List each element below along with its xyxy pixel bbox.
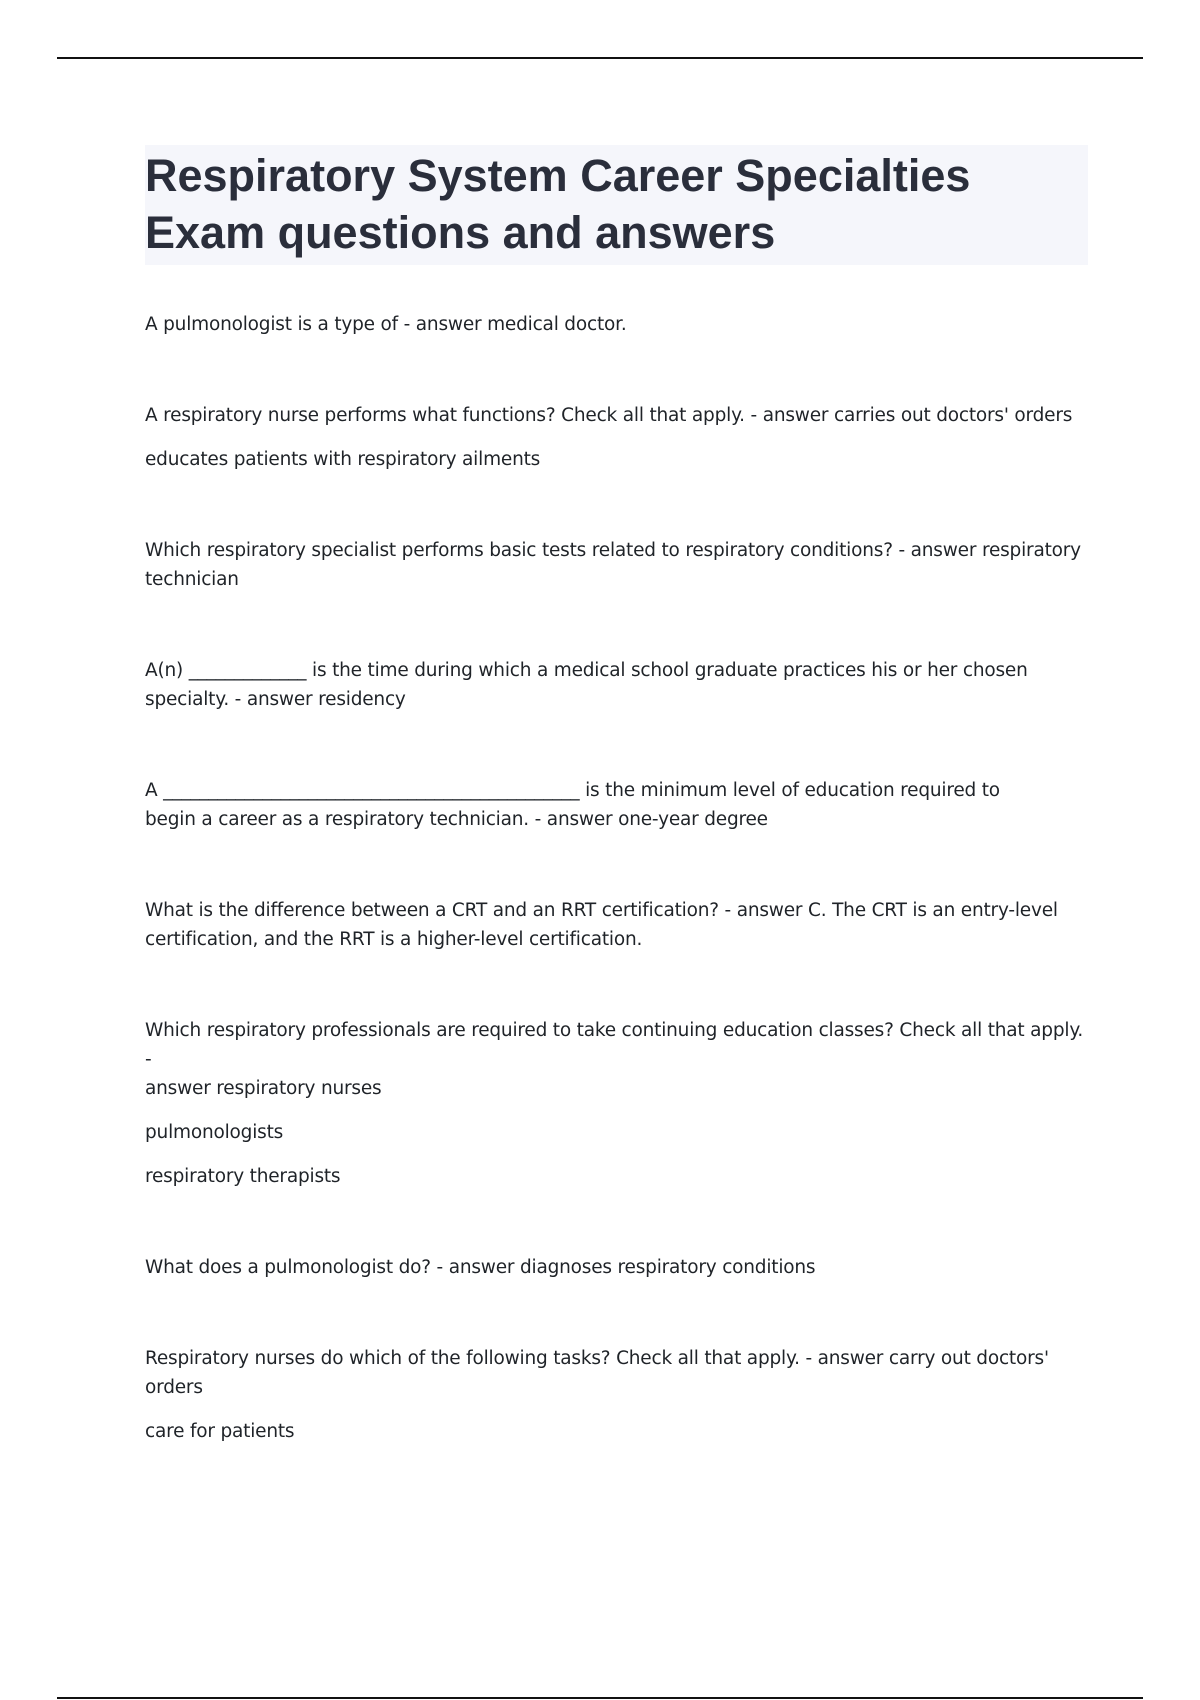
question-text-line: specialty. - answer residency xyxy=(145,689,406,710)
question-item xyxy=(145,401,1090,474)
answer-extra-line: respiratory therapists xyxy=(145,1166,341,1187)
question-text-line: A ______________________________________________ is the minimum level of education required to xyxy=(145,780,1000,801)
question-item xyxy=(145,1016,1090,1191)
question-item xyxy=(145,1253,1090,1282)
question-text-line: technician xyxy=(145,569,239,590)
question-item xyxy=(145,1344,1090,1446)
question-item xyxy=(145,656,1090,714)
question-text-line: What does a pulmonologist do? - answer diagnoses respiratory conditions xyxy=(145,1257,816,1278)
top-rule xyxy=(57,57,1143,59)
question-item xyxy=(145,896,1090,954)
question-text-line: Respiratory nurses do which of the following tasks? Check all that apply. - answer carry out doctors' xyxy=(145,1348,1049,1369)
answer-extra-line: educates patients with respiratory ailments xyxy=(145,449,541,470)
question-item xyxy=(145,536,1090,594)
document-page xyxy=(145,145,1090,1508)
question-text-line: A respiratory nurse performs what functions? Check all that apply. - answer carries out doctors' orders xyxy=(145,405,1073,426)
answer-extra-line: care for patients xyxy=(145,1421,295,1442)
document-title xyxy=(145,147,1088,261)
question-text-line: What is the difference between a CRT and an RRT certification? - answer C. The CRT is an entry-level xyxy=(145,900,1058,921)
question-text-line: certification, and the RRT is a higher-level certification. xyxy=(145,929,643,950)
title-line-1: Respiratory System Career Specialties xyxy=(145,150,971,201)
question-text-line: A(n) _____________ is the time during which a medical school graduate practices his or her chosen xyxy=(145,660,1028,681)
question-item xyxy=(145,776,1090,834)
question-item xyxy=(145,310,1090,339)
question-text-line: begin a career as a respiratory technician. - answer one-year degree xyxy=(145,809,768,830)
question-text-line: A pulmonologist is a type of - answer medical doctor. xyxy=(145,314,627,335)
question-text-line: answer respiratory nurses xyxy=(145,1078,382,1099)
title-line-2: Exam questions and answers xyxy=(145,207,776,258)
question-text-line: Which respiratory specialist performs basic tests related to respiratory conditions? - answer respiratory xyxy=(145,540,1081,561)
question-text-line: Which respiratory professionals are required to take continuing education classes? Check all that apply. - xyxy=(145,1020,1084,1070)
question-list xyxy=(145,310,1090,1446)
bottom-rule xyxy=(57,1697,1143,1699)
question-text-line: orders xyxy=(145,1377,203,1398)
answer-extra-line: pulmonologists xyxy=(145,1122,284,1143)
title-block xyxy=(145,145,1088,265)
